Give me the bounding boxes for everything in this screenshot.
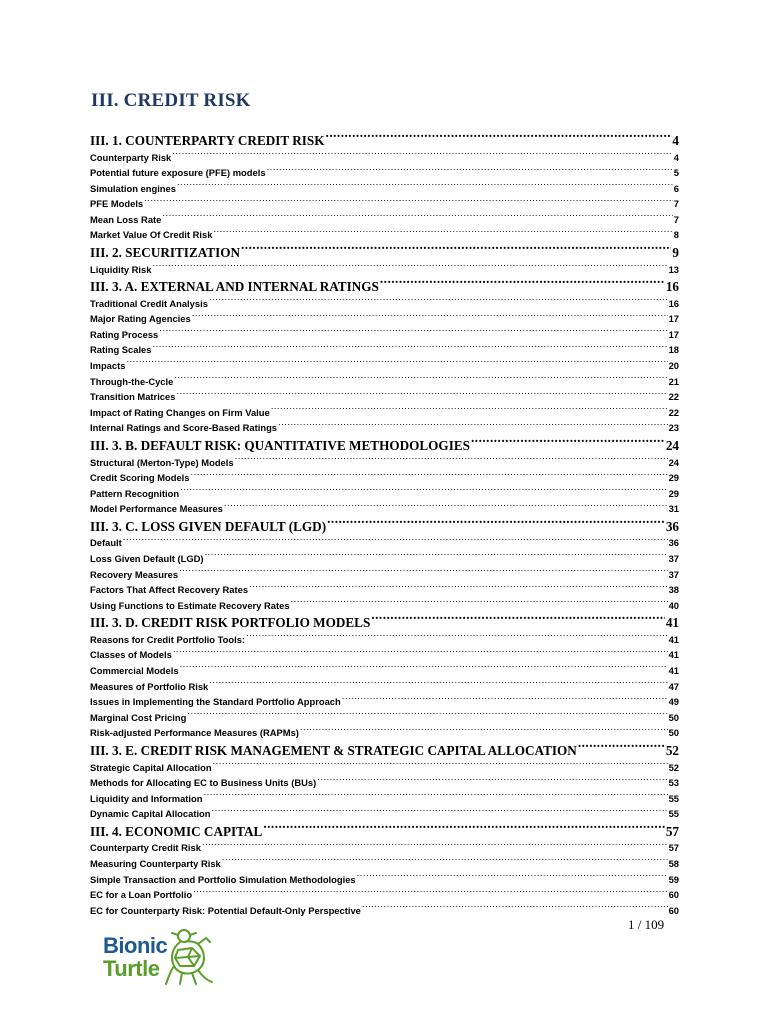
toc-dot-leader xyxy=(152,344,667,353)
toc-page-number: 22 xyxy=(668,391,679,403)
toc-entry[interactable] xyxy=(90,455,679,471)
toc-entry[interactable] xyxy=(90,710,679,726)
toc-dot-leader xyxy=(209,297,668,306)
toc-entry-label: Commercial Models xyxy=(90,665,179,677)
bionic-turtle-logo xyxy=(100,926,215,990)
toc-entry-label: Measuring Counterparty Risk xyxy=(90,857,221,869)
toc-page-number: 41 xyxy=(668,649,679,661)
toc-entry-label: Loss Given Default (LGD) xyxy=(90,552,204,564)
toc-dot-leader xyxy=(180,665,668,674)
toc-entry[interactable] xyxy=(90,262,679,278)
toc-entry[interactable] xyxy=(90,647,679,663)
toc-entry[interactable] xyxy=(90,311,679,327)
toc-entry[interactable] xyxy=(90,501,679,517)
toc-page-number: 6 xyxy=(673,182,679,194)
toc-entry-label: III. 2. SECURITIZATION xyxy=(90,244,240,260)
toc-entry-label: Classes of Models xyxy=(90,649,172,661)
toc-page-number: 29 xyxy=(668,472,679,484)
toc-section-heading[interactable] xyxy=(90,822,679,840)
toc-entry-label: III. 3. D. CREDIT RISK PORTFOLIO MODELS xyxy=(90,615,371,631)
toc-section-heading[interactable] xyxy=(90,278,679,296)
toc-entry-label: Model Performance Measures xyxy=(90,503,223,515)
toc-section-heading[interactable] xyxy=(90,132,679,150)
logo-text-bionic: Bionic xyxy=(103,933,168,958)
toc-entry-label: Strategic Capital Allocation xyxy=(90,761,212,773)
toc-dot-leader xyxy=(172,151,673,160)
toc-dot-leader xyxy=(263,822,665,835)
toc-page-number: 37 xyxy=(668,552,679,564)
toc-page-number: 47 xyxy=(668,680,679,692)
toc-dot-leader xyxy=(213,229,672,238)
toc-entry-label: Reasons for Credit Portfolio Tools: xyxy=(90,633,246,645)
toc-entry[interactable] xyxy=(90,856,679,872)
toc-page-number: 55 xyxy=(668,792,679,804)
toc-entry-label: Credit Scoring Models xyxy=(90,472,190,484)
toc-dot-leader xyxy=(144,198,673,207)
toc-page-number: 41 xyxy=(665,615,679,631)
toc-entry[interactable] xyxy=(90,806,679,822)
toc-section-heading[interactable] xyxy=(90,437,679,455)
toc-entry-label: Marginal Cost Pricing xyxy=(90,711,187,723)
toc-dot-leader xyxy=(267,167,673,176)
toc-page-number: 58 xyxy=(668,857,679,869)
toc-entry[interactable] xyxy=(90,694,679,710)
toc-entry[interactable] xyxy=(90,887,679,903)
toc-entry-label: Measures of Portfolio Risk xyxy=(90,680,209,692)
toc-entry[interactable] xyxy=(90,679,679,695)
toc-entry-label: Liquidity and Information xyxy=(90,792,203,804)
toc-entry-label: Counterparty Risk xyxy=(90,151,172,163)
toc-entry-label: Dynamic Capital Allocation xyxy=(90,808,211,820)
toc-entry-label: Mean Loss Rate xyxy=(90,213,162,225)
toc-entry[interactable] xyxy=(90,725,679,741)
toc-entry-label: Through-the-Cycle xyxy=(90,375,174,387)
toc-page-number: 17 xyxy=(668,328,679,340)
table-of-contents xyxy=(90,131,679,918)
toc-entry[interactable] xyxy=(90,872,679,888)
toc-dot-leader xyxy=(362,904,668,913)
toc-dot-leader xyxy=(249,584,668,593)
toc-dot-leader xyxy=(224,503,668,512)
toc-dot-leader xyxy=(193,889,667,898)
toc-page-number: 18 xyxy=(668,344,679,356)
toc-entry-label: Market Value Of Credit Risk xyxy=(90,229,213,241)
toc-entry-label: Methods for Allocating EC to Business Units (BUs) xyxy=(90,777,317,789)
toc-entry-label: Traditional Credit Analysis xyxy=(90,297,208,309)
toc-dot-leader xyxy=(380,278,665,291)
toc-entry-label: EC for Counterparty Risk: Potential Default-Only Perspective xyxy=(90,904,361,916)
toc-page-number: 53 xyxy=(668,777,679,789)
toc-entry-label: III. 3. B. DEFAULT RISK: QUANTITATIVE METHODOLOGIES xyxy=(90,437,470,453)
toc-page-number: 50 xyxy=(668,727,679,739)
toc-entry-label: Transition Matrices xyxy=(90,391,176,403)
toc-dot-leader xyxy=(202,842,668,851)
toc-dot-leader xyxy=(176,391,667,400)
toc-page-number: 52 xyxy=(668,761,679,773)
toc-page-number: 24 xyxy=(668,456,679,468)
toc-entry-label: Liquidity Risk xyxy=(90,263,152,275)
toc-page-number: 24 xyxy=(665,437,679,453)
toc-page-number: 4 xyxy=(673,151,679,163)
toc-entry-label: Simple Transaction and Portfolio Simulation Methodologies xyxy=(90,873,356,885)
toc-section-heading[interactable] xyxy=(90,742,679,760)
toc-page-number: 55 xyxy=(668,808,679,820)
toc-page-number: 57 xyxy=(668,842,679,854)
toc-entry[interactable] xyxy=(90,342,679,358)
toc-entry-label: III. 3. A. EXTERNAL AND INTERNAL RATINGS xyxy=(90,278,379,294)
toc-page-number: 50 xyxy=(668,711,679,723)
toc-dot-leader xyxy=(179,568,667,577)
toc-entry[interactable] xyxy=(90,374,679,390)
toc-dot-leader xyxy=(291,599,668,608)
toc-dot-leader xyxy=(180,487,667,496)
toc-entry[interactable] xyxy=(90,551,679,567)
toc-page-number: 16 xyxy=(668,297,679,309)
toc-section-heading[interactable] xyxy=(90,614,679,632)
toc-dot-leader xyxy=(205,553,668,562)
toc-page-number: 57 xyxy=(665,823,679,839)
toc-page-number: 13 xyxy=(668,263,679,275)
toc-entry[interactable] xyxy=(90,296,679,312)
toc-page-number: 9 xyxy=(672,244,679,260)
toc-page-number: 31 xyxy=(668,503,679,515)
toc-entry[interactable] xyxy=(90,470,679,486)
toc-dot-leader xyxy=(342,696,668,705)
toc-dot-leader xyxy=(357,873,668,882)
toc-entry[interactable] xyxy=(90,663,679,679)
logo-text-turtle: Turtle xyxy=(103,956,160,981)
toc-entry-label: Default xyxy=(90,537,122,549)
toc-entry-label: EC for a Loan Portfolio xyxy=(90,889,193,901)
toc-entry-label: Potential future exposure (PFE) models xyxy=(90,167,266,179)
turtle-logo-icon xyxy=(162,926,214,988)
toc-dot-leader xyxy=(235,456,668,465)
toc-dot-leader xyxy=(204,792,668,801)
toc-entry[interactable] xyxy=(90,389,679,405)
toc-page-number: 36 xyxy=(668,537,679,549)
toc-page-number: 60 xyxy=(668,904,679,916)
toc-entry-label: Recovery Measures xyxy=(90,568,179,580)
toc-dot-leader xyxy=(191,472,668,481)
toc-page-number: 41 xyxy=(668,665,679,677)
toc-page-number: 16 xyxy=(665,278,679,294)
toc-page-number: 60 xyxy=(668,889,679,901)
toc-entry-label: Using Functions to Estimate Recovery Rates xyxy=(90,599,290,611)
toc-entry-label: Rating Scales xyxy=(90,344,152,356)
toc-page-number: 7 xyxy=(673,198,679,210)
toc-page-number: 36 xyxy=(665,518,679,534)
toc-dot-leader xyxy=(300,727,668,736)
toc-dot-leader xyxy=(271,406,668,415)
toc-page-number: 41 xyxy=(668,633,679,645)
toc-entry-label: III. 4. ECONOMIC CAPITAL xyxy=(90,823,263,839)
toc-entry-label: Impact of Rating Changes on Firm Value xyxy=(90,406,270,418)
toc-entry-label: Internal Ratings and Score-Based Ratings xyxy=(90,422,278,434)
page-number: 1 / 109 xyxy=(628,917,665,932)
toc-entry[interactable] xyxy=(90,420,679,436)
toc-entry[interactable] xyxy=(90,775,679,791)
toc-dot-leader xyxy=(192,313,668,322)
toc-page-number: 5 xyxy=(673,167,679,179)
toc-entry[interactable] xyxy=(90,327,679,343)
toc-dot-leader xyxy=(174,375,667,384)
toc-dot-leader xyxy=(212,808,668,817)
toc-dot-leader xyxy=(209,680,667,689)
toc-entry-label: Risk-adjusted Performance Measures (RAPMs) xyxy=(90,727,299,739)
toc-dot-leader xyxy=(123,537,668,546)
toc-entry-label: Impacts xyxy=(90,360,126,372)
toc-dot-leader xyxy=(471,437,665,450)
toc-dot-leader xyxy=(187,711,667,720)
toc-entry[interactable] xyxy=(90,903,679,919)
toc-entry[interactable] xyxy=(90,181,679,197)
toc-entry[interactable] xyxy=(90,358,679,374)
toc-entry-label: Issues in Implementing the Standard Portfolio Approach xyxy=(90,696,341,708)
toc-entry-label: Factors That Affect Recovery Rates xyxy=(90,584,249,596)
toc-entry[interactable] xyxy=(90,212,679,228)
toc-entry[interactable] xyxy=(90,227,679,243)
toc-dot-leader xyxy=(162,213,672,222)
toc-page-number: 8 xyxy=(673,229,679,241)
toc-entry-label: Structural (Merton-Type) Models xyxy=(90,456,234,468)
toc-page-number: 38 xyxy=(668,584,679,596)
toc-entry[interactable] xyxy=(90,486,679,502)
toc-page-number: 29 xyxy=(668,487,679,499)
toc-dot-leader xyxy=(241,244,671,257)
toc-section-heading[interactable] xyxy=(90,517,679,535)
toc-entry-label: Major Rating Agencies xyxy=(90,313,191,325)
toc-entry[interactable] xyxy=(90,405,679,421)
toc-page-number: 52 xyxy=(665,742,679,758)
toc-page-number: 59 xyxy=(668,873,679,885)
toc-entry-label: III. 1. COUNTERPARTY CREDIT RISK xyxy=(90,132,325,148)
toc-page-number: 37 xyxy=(668,568,679,580)
toc-dot-leader xyxy=(278,422,668,431)
toc-page-number: 4 xyxy=(672,132,679,148)
toc-page-number: 7 xyxy=(673,213,679,225)
toc-entry[interactable] xyxy=(90,150,679,166)
toc-page-number: 22 xyxy=(668,406,679,418)
toc-entry[interactable] xyxy=(90,840,679,856)
toc-dot-leader xyxy=(126,360,667,369)
toc-entry[interactable] xyxy=(90,567,679,583)
toc-dot-leader xyxy=(159,328,667,337)
toc-entry[interactable] xyxy=(90,791,679,807)
toc-entry-label: III. 3. E. CREDIT RISK MANAGEMENT & STRATEGIC CAPITAL ALLOCATION xyxy=(90,742,577,758)
toc-dot-leader xyxy=(173,649,668,658)
toc-entry[interactable] xyxy=(90,165,679,181)
toc-page-number: 40 xyxy=(668,599,679,611)
toc-page-number: 17 xyxy=(668,313,679,325)
toc-dot-leader xyxy=(326,132,672,145)
toc-entry-label: Simulation engines xyxy=(90,182,176,194)
toc-entry-label: Pattern Recognition xyxy=(90,487,180,499)
toc-dot-leader xyxy=(152,263,667,272)
toc-page-number: 21 xyxy=(668,375,679,387)
page-title: III. CREDIT RISK xyxy=(91,90,251,111)
toc-section-heading[interactable] xyxy=(90,244,679,262)
toc-entry[interactable] xyxy=(90,760,679,776)
toc-page-number: 23 xyxy=(668,422,679,434)
toc-entry[interactable] xyxy=(90,582,679,598)
toc-dot-leader xyxy=(222,858,668,867)
toc-dot-leader xyxy=(213,761,668,770)
toc-entry-label: III. 3. C. LOSS GIVEN DEFAULT (LGD) xyxy=(90,518,327,534)
toc-entry-label: Counterparty Credit Risk xyxy=(90,842,201,854)
toc-page-number: 49 xyxy=(668,696,679,708)
toc-entry[interactable] xyxy=(90,535,679,551)
toc-dot-leader xyxy=(578,742,665,755)
toc-dot-leader xyxy=(246,633,668,642)
toc-entry-label: Rating Process xyxy=(90,328,159,340)
toc-page-number: 20 xyxy=(668,360,679,372)
toc-entry[interactable] xyxy=(90,196,679,212)
toc-dot-leader xyxy=(177,182,673,191)
toc-entry[interactable] xyxy=(90,598,679,614)
toc-dot-leader xyxy=(371,614,665,627)
toc-entry[interactable] xyxy=(90,632,679,648)
toc-entry-label: PFE Models xyxy=(90,198,144,210)
toc-dot-leader xyxy=(317,777,667,786)
toc-dot-leader xyxy=(327,517,665,530)
